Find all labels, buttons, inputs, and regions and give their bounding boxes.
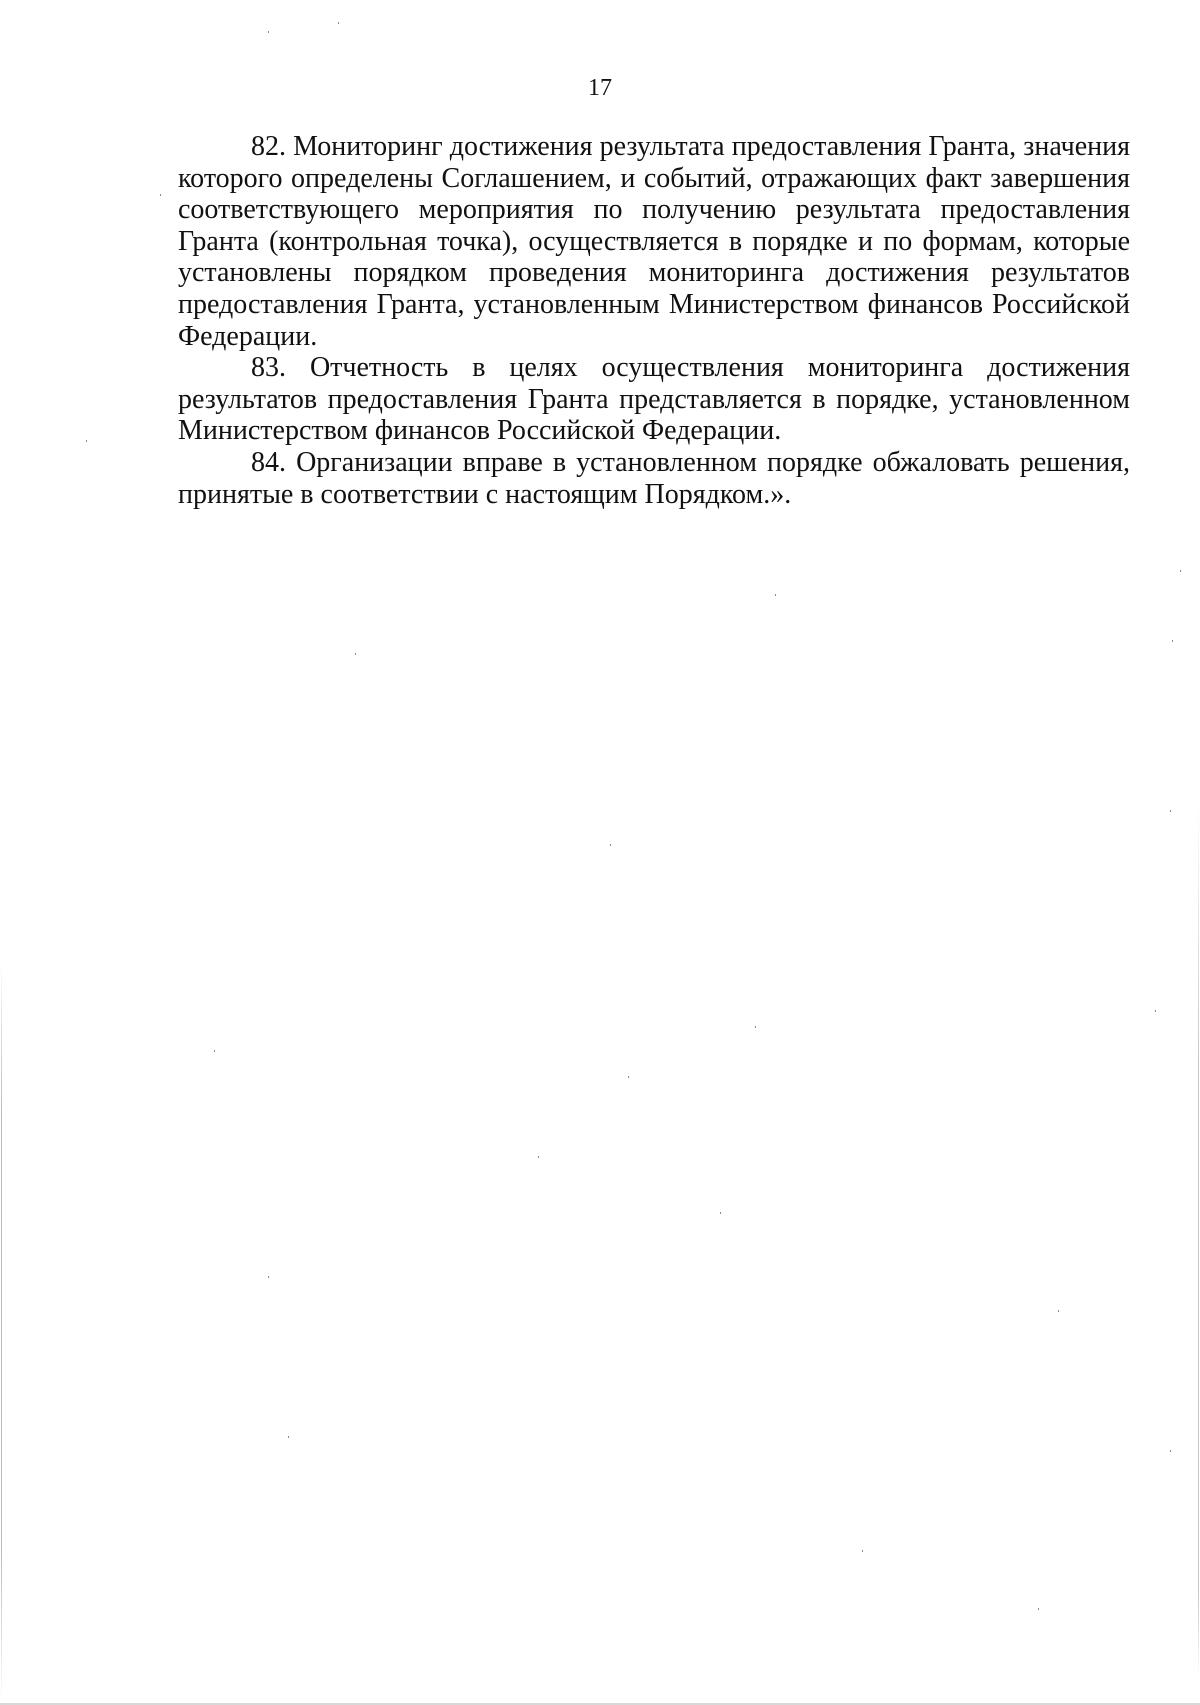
page-number: 17	[588, 75, 612, 101]
scan-speck	[1058, 1310, 1059, 1312]
scan-speck	[338, 22, 339, 24]
scan-speck	[288, 1436, 289, 1438]
scan-speck	[628, 1076, 629, 1078]
scan-speck	[610, 844, 611, 846]
scan-speck	[268, 1276, 269, 1278]
scan-speck	[160, 194, 161, 196]
scan-speck	[862, 1550, 863, 1552]
scan-speck	[1170, 1450, 1171, 1452]
scan-speck	[775, 594, 776, 596]
scan-speck	[1155, 1010, 1156, 1012]
scan-speck	[1180, 570, 1181, 572]
scan-edge-left	[1, 960, 2, 1705]
scan-speck	[268, 31, 269, 33]
scan-speck	[755, 1026, 756, 1028]
scan-speck	[1038, 1608, 1039, 1610]
scan-speck	[720, 1212, 721, 1214]
scan-speck	[355, 653, 356, 655]
document-body	[178, 131, 1130, 510]
paragraph-82: 82. Мониторинг достижения результата предоставления Гранта, значения которого определены Соглашением, и событий, отражающих факт завершения соответствующего мероприятия по получению результата предоставления Гранта (контрольная точка), осуществляется в порядке и по формам, которые установлены порядком проведения мониторинга достижения результатов предоставления Гранта, установленным Министерством финансов Российской Федерации.	[178, 131, 1130, 352]
scan-edge-right	[1198, 800, 1199, 1680]
scan-speck	[538, 1156, 539, 1158]
paragraph-84: 84. Организации вправе в установленном порядке обжаловать решения, принятые в соответствии с настоящим Порядком.».	[178, 446, 1130, 510]
scan-speck	[86, 440, 87, 442]
scan-speck	[214, 1050, 215, 1052]
scan-speck	[1172, 640, 1173, 642]
paragraph-83: 83. Отчетность в целях осуществления мониторинга достижения результатов предоставления Гранта представляется в порядке, установленном Министерством финансов Российской Федерации.	[178, 352, 1130, 447]
scan-speck	[1170, 810, 1171, 812]
